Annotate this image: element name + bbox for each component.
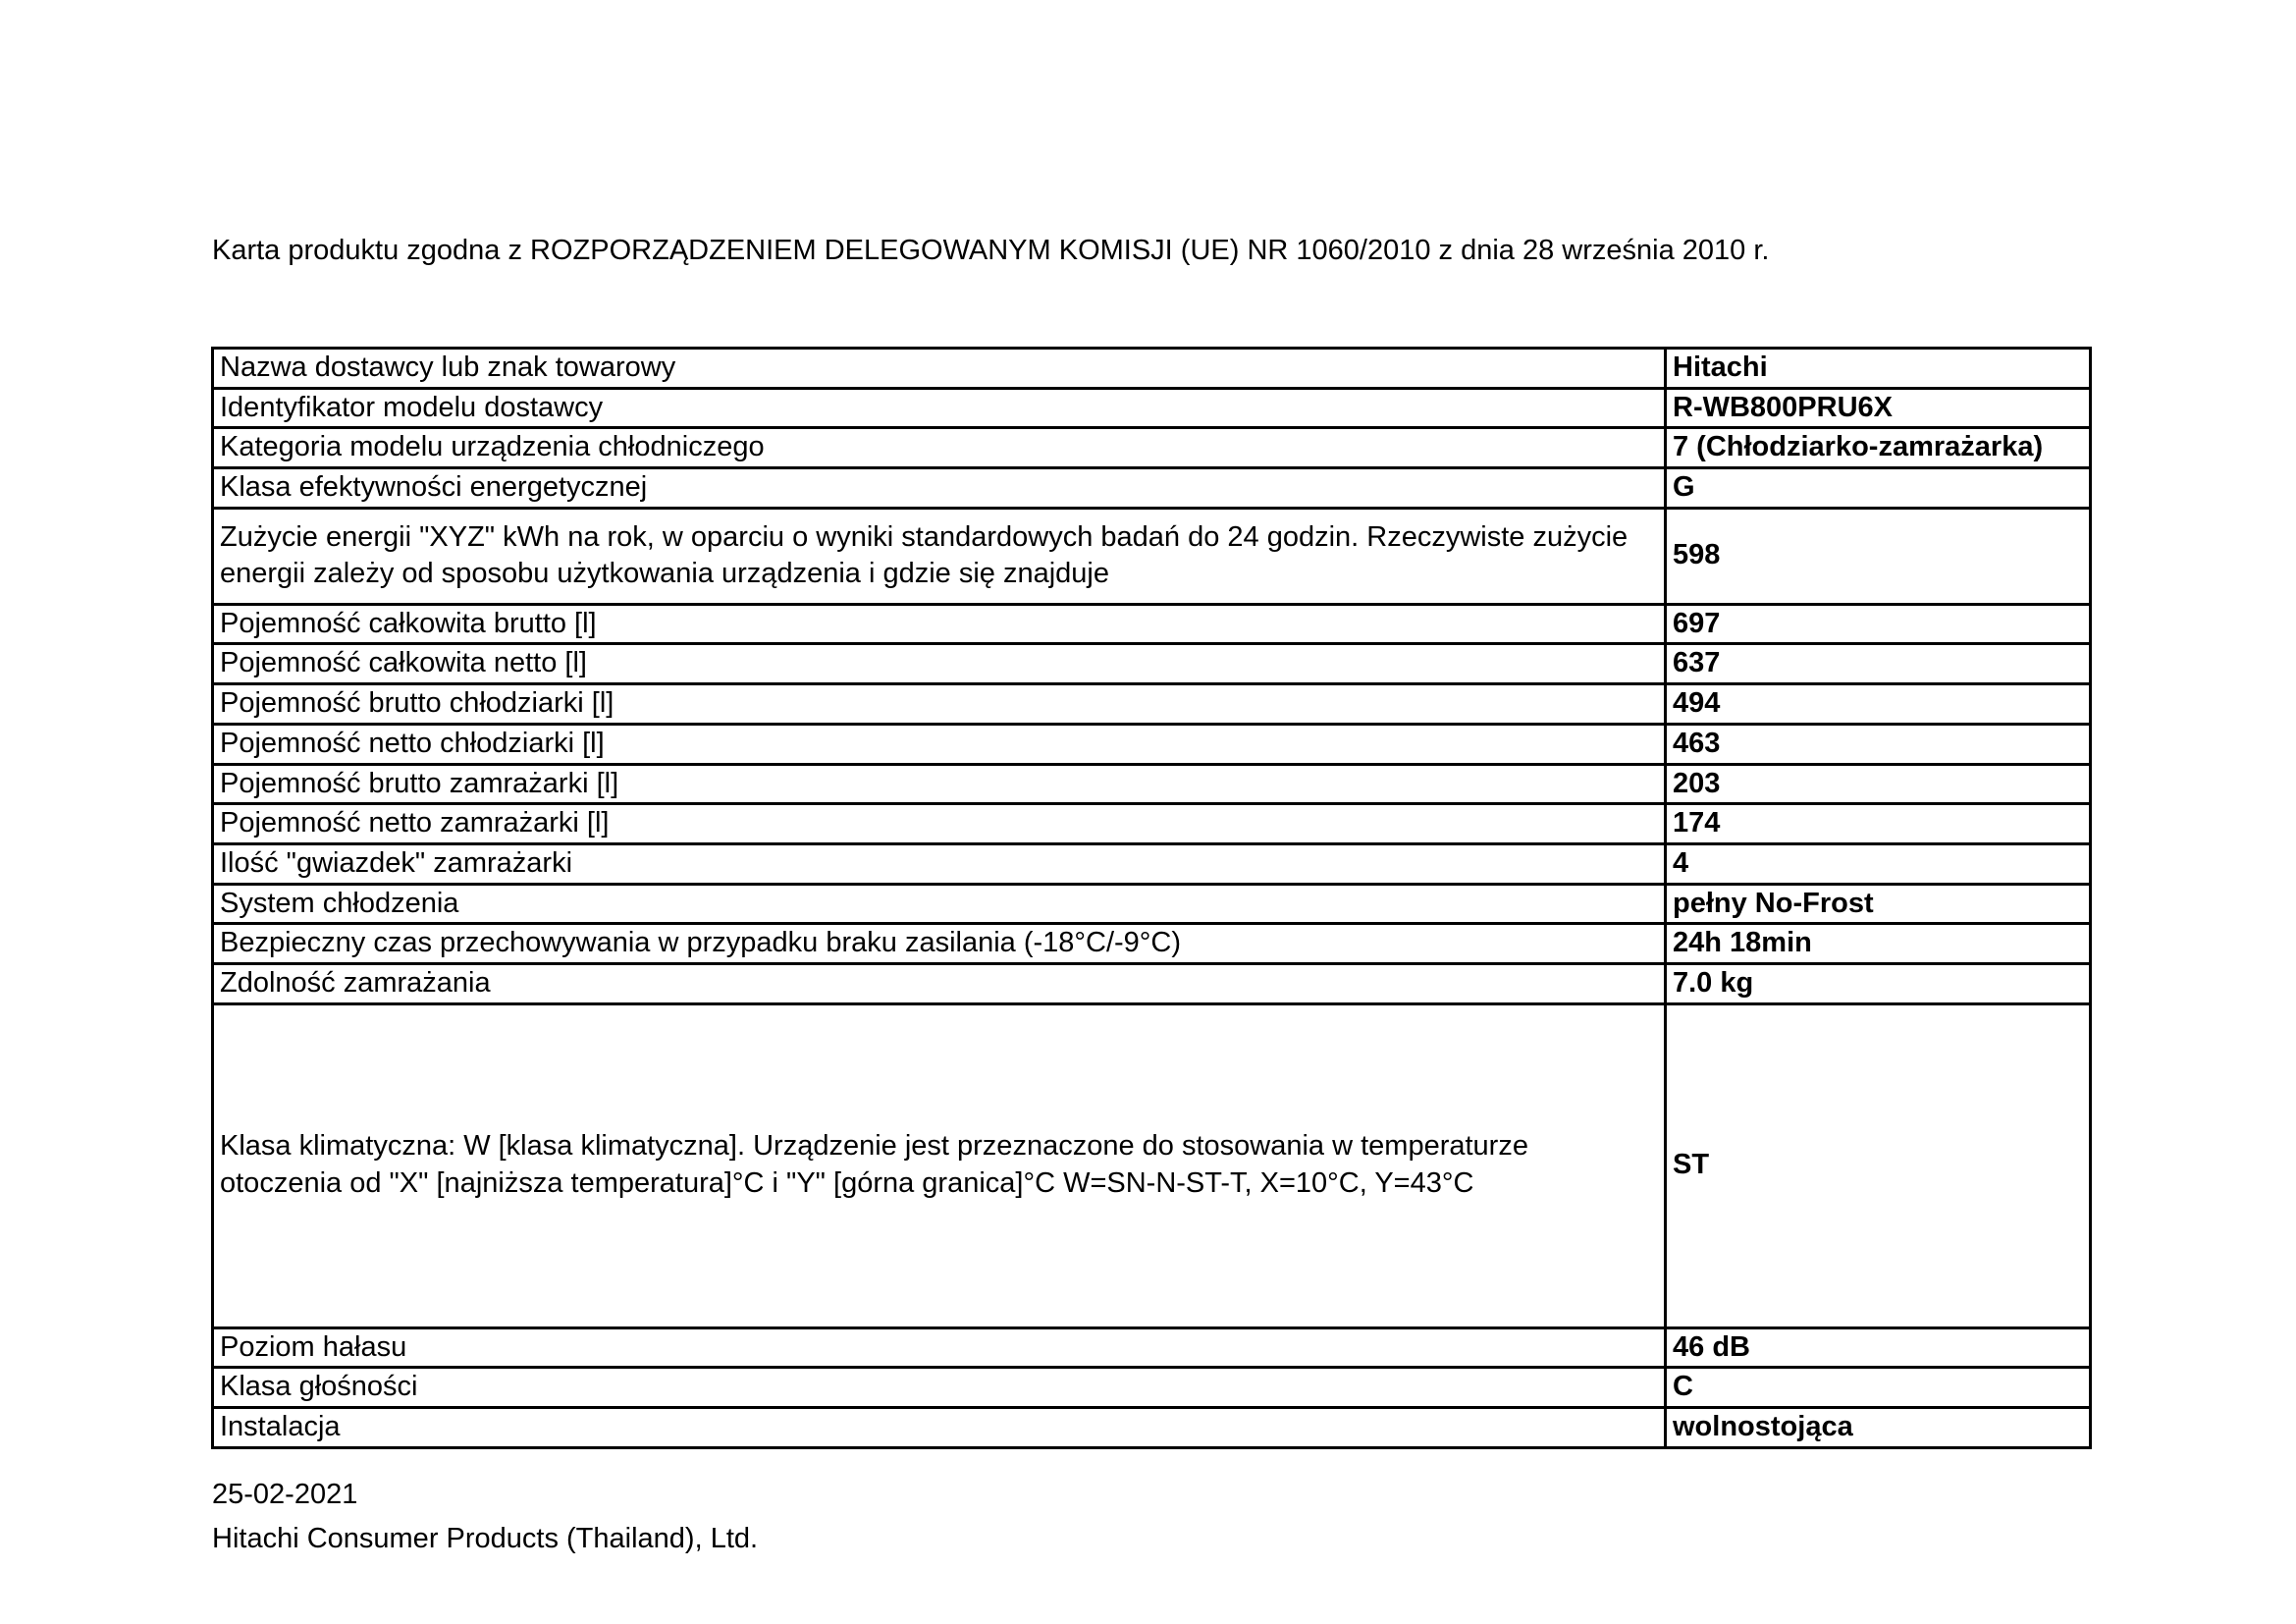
spec-label: Zdolność zamrażania xyxy=(213,963,1666,1003)
table-row xyxy=(213,724,2091,764)
table-row xyxy=(213,349,2091,389)
table-row xyxy=(213,684,2091,725)
spec-label: Pojemność netto chłodziarki [l] xyxy=(213,724,1666,764)
spec-label: Instalacja xyxy=(213,1408,1666,1448)
spec-value: G xyxy=(1666,468,2091,509)
spec-value: pełny No-Frost xyxy=(1666,884,2091,924)
table-row xyxy=(213,963,2091,1003)
table-row xyxy=(213,508,2091,604)
table-row xyxy=(213,644,2091,684)
spec-label: Pojemność brutto chłodziarki [l] xyxy=(213,684,1666,725)
spec-label: Kategoria modelu urządzenia chłodniczego xyxy=(213,428,1666,468)
spec-value: Hitachi xyxy=(1666,349,2091,389)
spec-label: Klasa klimatyczna: W [klasa klimatyczna]. Urządzenie jest przeznaczone do stosowania w temperaturze otoczenia od "X" [najniższa temperatura]°C i "Y" [górna granica]°C W=SN-N-ST-T, X=10°C, Y=43°C xyxy=(213,1003,1666,1327)
spec-label: Klasa efektywności energetycznej xyxy=(213,468,1666,509)
spec-value: ST xyxy=(1666,1003,2091,1327)
table-row xyxy=(213,884,2091,924)
spec-value: 7.0 kg xyxy=(1666,963,2091,1003)
table-row xyxy=(213,388,2091,428)
spec-value: 463 xyxy=(1666,724,2091,764)
spec-label: Pojemność netto zamrażarki [l] xyxy=(213,804,1666,844)
table-row xyxy=(213,804,2091,844)
table-row xyxy=(213,604,2091,644)
footer-date: 25-02-2021 xyxy=(212,1479,358,1510)
table-row xyxy=(213,764,2091,804)
spec-value: R-WB800PRU6X xyxy=(1666,388,2091,428)
table-row xyxy=(213,1003,2091,1327)
table-row xyxy=(213,428,2091,468)
spec-value: 4 xyxy=(1666,843,2091,884)
spec-value: 174 xyxy=(1666,804,2091,844)
table-row xyxy=(213,468,2091,509)
spec-label: Nazwa dostawcy lub znak towarowy xyxy=(213,349,1666,389)
table-row xyxy=(213,843,2091,884)
spec-label: Pojemność brutto zamrażarki [l] xyxy=(213,764,1666,804)
spec-value: 24h 18min xyxy=(1666,924,2091,964)
spec-value: C xyxy=(1666,1368,2091,1408)
spec-label: Poziom hałasu xyxy=(213,1327,1666,1368)
product-spec-table xyxy=(211,347,2092,1449)
spec-value: 637 xyxy=(1666,644,2091,684)
spec-value: 494 xyxy=(1666,684,2091,725)
spec-label: Identyfikator modelu dostawcy xyxy=(213,388,1666,428)
spec-value: wolnostojąca xyxy=(1666,1408,2091,1448)
footer-company: Hitachi Consumer Products (Thailand), Ltd. xyxy=(212,1523,759,1554)
spec-label: Zużycie energii "XYZ" kWh na rok, w oparciu o wyniki standardowych badań do 24 godzin. Rzeczywiste zużycie energii zależy od sposobu użytkowania urządzenia i gdzie się znajduje xyxy=(213,508,1666,604)
table-row xyxy=(213,1327,2091,1368)
spec-value: 46 dB xyxy=(1666,1327,2091,1368)
spec-value: 7 (Chłodziarko-zamrażarka) xyxy=(1666,428,2091,468)
spec-value: 203 xyxy=(1666,764,2091,804)
spec-label: Pojemność całkowita brutto [l] xyxy=(213,604,1666,644)
spec-label: Bezpieczny czas przechowywania w przypadku braku zasilania (-18°C/-9°C) xyxy=(213,924,1666,964)
spec-value: 598 xyxy=(1666,508,2091,604)
document-title: Karta produktu zgodna z ROZPORZĄDZENIEM DELEGOWANYM KOMISJI (UE) NR 1060/2010 z dnia 28 września 2010 r. xyxy=(212,235,1770,266)
table-row xyxy=(213,1368,2091,1408)
document-footer xyxy=(212,1473,758,1561)
spec-label: System chłodzenia xyxy=(213,884,1666,924)
table-row xyxy=(213,924,2091,964)
spec-value: 697 xyxy=(1666,604,2091,644)
spec-label: Ilość "gwiazdek" zamrażarki xyxy=(213,843,1666,884)
table-row xyxy=(213,1408,2091,1448)
spec-label: Klasa głośności xyxy=(213,1368,1666,1408)
spec-label: Pojemność całkowita netto [l] xyxy=(213,644,1666,684)
